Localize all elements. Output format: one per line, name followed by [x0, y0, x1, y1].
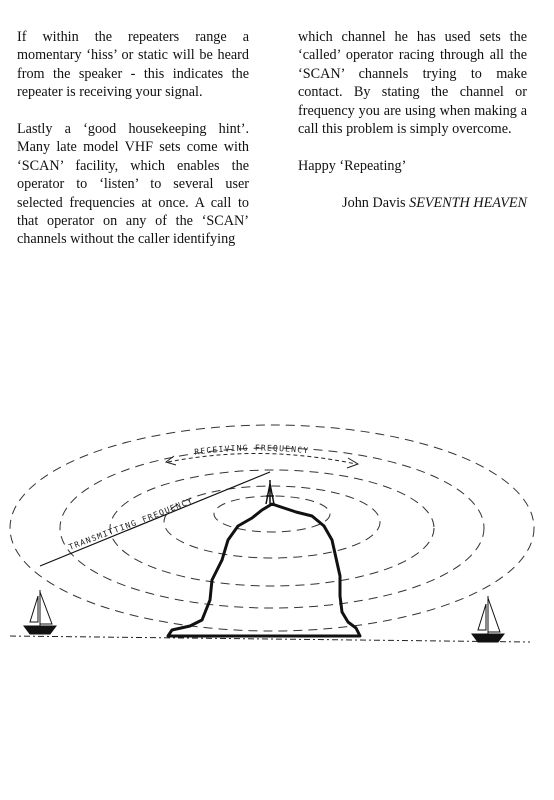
receiving-frequency-label: RECEIVING FREQUENCY [193, 443, 310, 457]
wave-ring-outer [10, 425, 534, 631]
signature-vessel: SEVENTH HEAVEN [409, 194, 527, 211]
right-column [298, 28, 527, 230]
sailboat-right-icon [472, 596, 504, 642]
mountain [168, 504, 360, 636]
repeater-illustration [0, 400, 554, 670]
closing-line: Happy ‘Repeating’ [298, 157, 407, 174]
wave-ring-inner [214, 496, 330, 532]
paragraph-repeater-range: If within the repeaters range a momentary ‘hiss’ or static will be heard from the speaker - this indicates the repeater is receiving your signal. [17, 29, 249, 101]
sailboat-left-icon [24, 590, 56, 634]
signature [298, 194, 527, 212]
radio-wave-rings [10, 425, 534, 631]
signature-name: John Davis [342, 194, 406, 211]
transmitting-frequency-label: TRANSMITTING FREQUENCY [67, 495, 195, 552]
wave-ring-2 [110, 470, 434, 586]
paragraph-scan-channels: which channel he has used sets the ‘called’ operator racing through all the ‘SCAN’ channels trying to make contact. By stating the channel or frequency you are using when making a call this problem is simply overcome. [298, 29, 527, 138]
paragraph-housekeeping-hint: Lastly a ‘good housekeeping hint’. Many late model VHF sets come with ‘SCAN’ facility, which enables the operator to ‘listen’ to several user selected frequencies at once. A call to that operator on any of the ‘SCAN’ channels without the caller identifying [17, 121, 249, 248]
repeater-mast-icon [266, 480, 274, 504]
left-column [17, 28, 249, 249]
